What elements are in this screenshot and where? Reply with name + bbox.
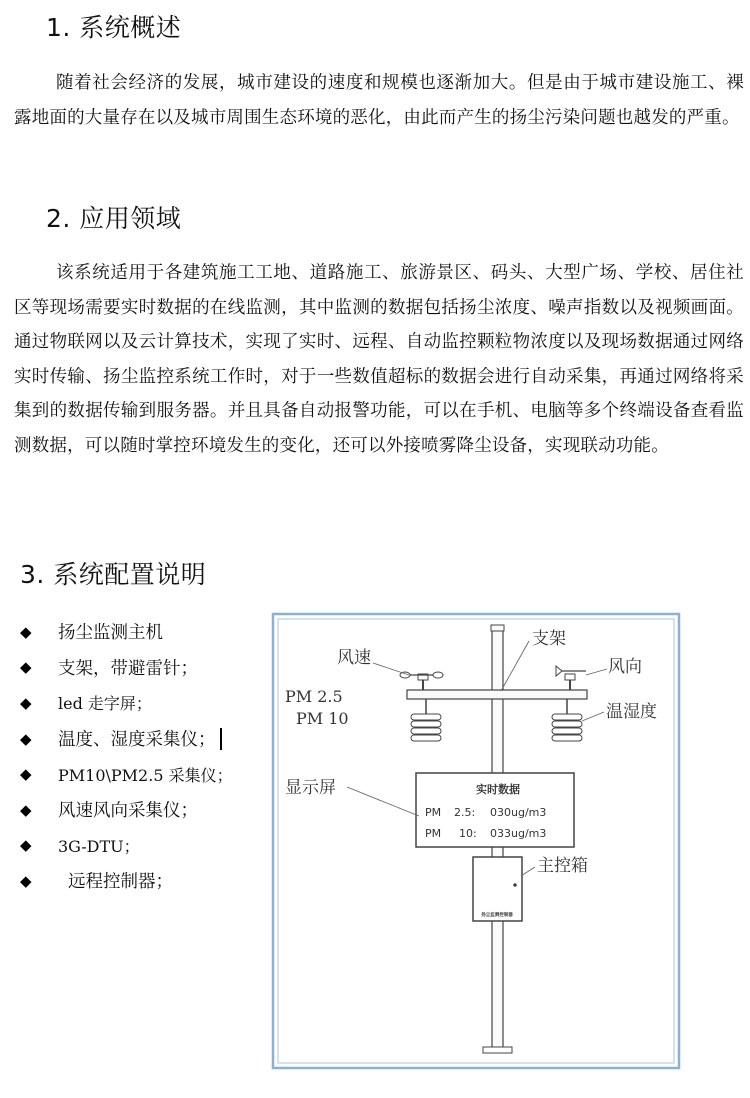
list-item [20, 792, 233, 828]
monitoring-station-diagram [270, 611, 682, 1071]
screen-row-pm10-value: 033ug/m3 [490, 827, 547, 840]
config-item-label: 远程控制器； [68, 872, 173, 893]
screen-row-pm25-key: 2.5: [454, 806, 476, 819]
section-2-title: 2. 应用领域 [46, 204, 182, 233]
label-pm10: PM 10 [296, 709, 349, 728]
label-pm25: PM 2.5 [285, 687, 343, 706]
list-item [20, 685, 233, 721]
config-item-label: 扬尘监测主机 [58, 623, 163, 644]
list-item [20, 756, 233, 792]
label-wind-speed: 风速 [337, 648, 371, 668]
diamond-bullet-icon: ◆ [20, 729, 32, 748]
label-temp-humidity: 温湿度 [606, 702, 657, 722]
diamond-bullet-icon: ◆ [20, 765, 32, 784]
diamond-bullet-icon: ◆ [20, 800, 32, 819]
diamond-bullet-icon: ◆ [20, 622, 32, 641]
pole-base [483, 1047, 512, 1053]
control-box-caption: 扬尘监测控制器 [481, 913, 513, 918]
config-item-label: led 走字屏； [58, 694, 152, 714]
screen-row-pm25-value: 030ug/m3 [490, 806, 547, 819]
screen-title: 实时数据 [476, 783, 520, 796]
config-item-label: 支架，带避雷针； [58, 658, 198, 679]
list-item [20, 721, 233, 757]
crossbar [407, 690, 587, 699]
list-item [20, 650, 233, 686]
section-3-title: 3. 系统配置说明 [20, 560, 207, 589]
label-wind-direction: 风向 [608, 657, 642, 677]
led-display-screen [416, 773, 574, 847]
section-1-body: 随着社会经济的发展，城市建设的速度和规模也逐渐加大。但是由于城市建设施工、裸露地面的大量存在以及城市周围生态环境的恶化，由此而产生的扬尘污染问题也越发的严重。 [14, 73, 744, 128]
config-item-label: 3G-DTU； [58, 836, 140, 856]
screen-row-pm10-key: 10: [459, 827, 477, 840]
section-2-body: 该系统适用于各建筑施工工地、道路施工、旅游景区、码头、大型广场、学校、居住社区等现场需要实时数据的在线监测，其中监测的数据包括扬尘浓度、噪声指数以及视频画面。通过物联网以及云计算技术，实现了实时、远程、自动监控颗粒物浓度以及现场数据通过网络实时传输、扬尘监控系统工作时，对于一些数值超标的数据会进行自动采集，再通过网络将采集到的数据传输到服务器。并且具备自动报警功能，可以在手机、电脑等多个终端设备查看监测数据，可以随时掌控环境发生的变化，还可以外接喷雾降尘设备，实现联动功能。 [14, 263, 744, 456]
label-display: 显示屏 [285, 778, 336, 798]
control-box [473, 857, 522, 921]
diamond-bullet-icon: ◆ [20, 693, 32, 712]
list-item [20, 863, 233, 899]
config-item-label: 温度、湿度采集仪； [58, 730, 216, 751]
list-item [20, 828, 233, 864]
diamond-bullet-icon: ◆ [20, 658, 32, 677]
screen-row-pm10-name: PM [425, 827, 442, 840]
config-item-label: PM10\PM2.5 采集仪； [58, 765, 233, 785]
config-list [20, 614, 233, 899]
text-cursor [220, 728, 222, 750]
label-control-box: 主控箱 [537, 856, 588, 876]
config-item-label: 风速风向采集仪； [58, 801, 198, 822]
diamond-bullet-icon: ◆ [20, 871, 32, 890]
diamond-bullet-icon: ◆ [20, 836, 32, 855]
label-bracket: 支架 [532, 629, 566, 649]
list-item [20, 614, 233, 650]
section-1-title: 1. 系统概述 [46, 13, 182, 42]
screen-row-pm25-name: PM [425, 806, 442, 819]
